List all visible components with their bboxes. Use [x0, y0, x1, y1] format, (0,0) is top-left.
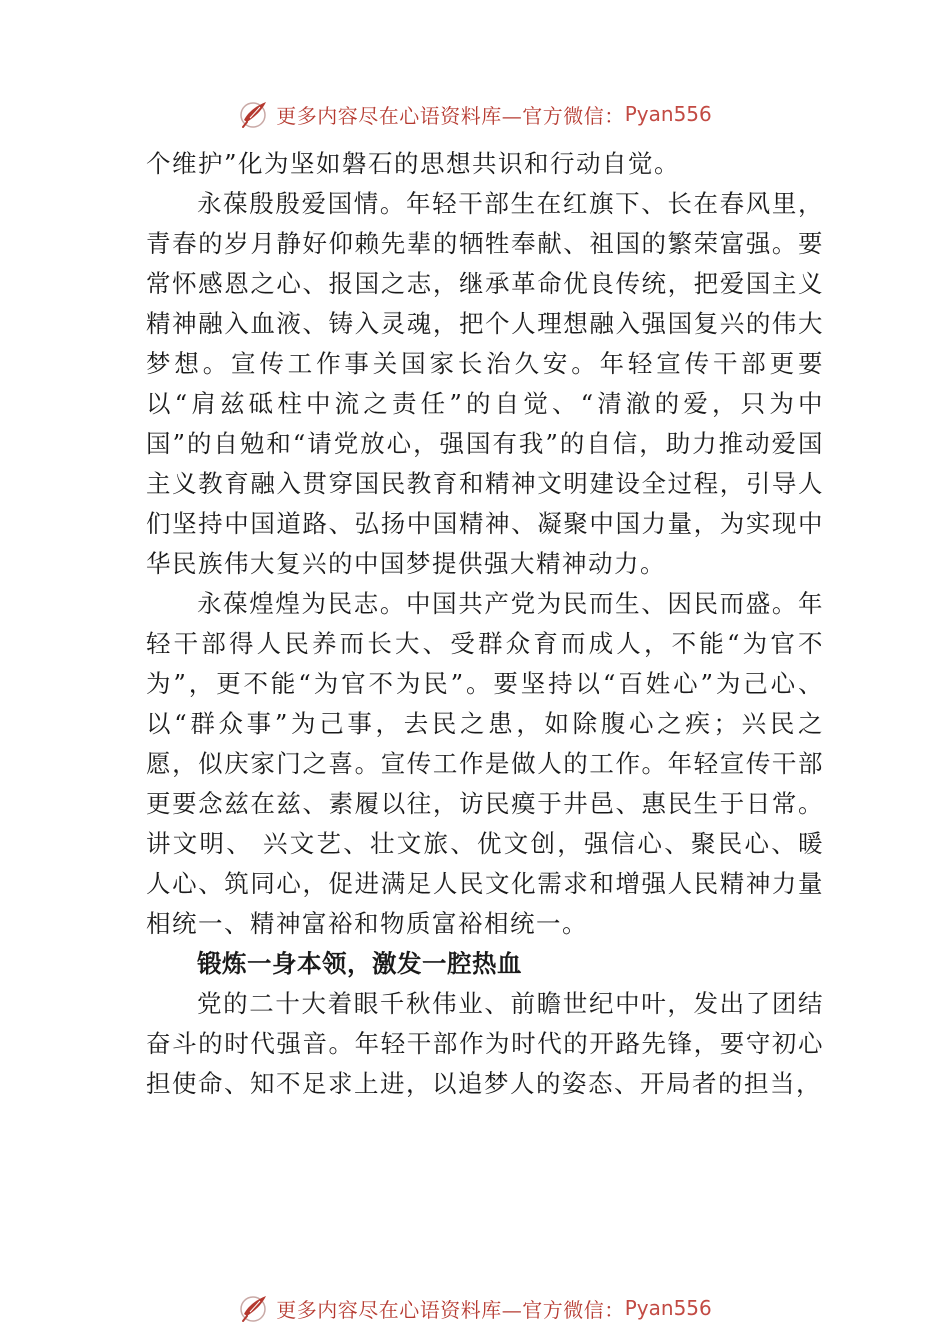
- document-body: [146, 144, 824, 1104]
- paragraph-congress: 党的二十大着眼千秋伟业、前瞻世纪中叶，发出了团结奋斗的时代强音。年轻干部作为时代的开路先锋，要守初心担使命、知不足求上进，以追梦人的姿态、开局者的担当，: [146, 989, 824, 1098]
- section-heading: 锻炼一身本领，激发一腔热血: [197, 949, 522, 978]
- paragraph-continuation: 个维护”化为坚如磐石的思想共识和行动自觉。: [146, 149, 681, 178]
- promo-text: 更多内容尽在心语资料库—官方微信：: [276, 103, 625, 128]
- wechat-id: Pyan556: [624, 102, 712, 126]
- header-banner: [0, 94, 950, 134]
- paragraph-patriotism: 永葆殷殷爱国情。年轻干部生在红旗下、长在春风里，青春的岁月静好仰赖先辈的牺牲奉献、祖国的繁荣富强。要常怀感恩之心、报国之志，继承革命优良传统，把爱国主义精神融入血液、铸入灵魂，把个人理想融入强国复兴的伟大梦想。宣传工作事关国家长治久安。年轻宣传干部更要以“肩兹砥柱中流之责任”的自觉、“清澈的爱，只为中国”的自勉和“请党放心，强国有我”的自信，助力推动爱国主义教育融入贯穿国民教育和精神文明建设全过程，引导人们坚持中国道路、弘扬中国精神、凝聚中国力量，为实现中华民族伟大复兴的中国梦提供强大精神动力。: [146, 189, 824, 578]
- wechat-id: Pyan556: [624, 1296, 712, 1320]
- paragraph-people: 永葆煌煌为民志。中国共产党为民而生、因民而盛。年轻干部得人民养而长大、受群众育而成人，不能“为官不为”，更不能“为官不为民”。要坚持以“百姓心”为己心、以“群众事”为己事，去民之患，如除腹心之疾；兴民之愿，似庆家门之喜。宣传工作是做人的工作。年轻宣传干部更要念兹在兹、素履以往，访民瘼于井邑、惠民生于日常。讲文明、 兴文艺、壮文旅、优文创，强信心、聚民心、暖人心、筑同心，促进满足人民文化需求和增强人民精神力量相统一、精神富裕和物质富裕相统一。: [146, 589, 824, 938]
- quill-pen-icon: [238, 1292, 270, 1324]
- quill-pen-icon: [238, 98, 270, 130]
- footer-banner: [0, 1288, 950, 1328]
- promo-text: 更多内容尽在心语资料库—官方微信：: [276, 1297, 625, 1322]
